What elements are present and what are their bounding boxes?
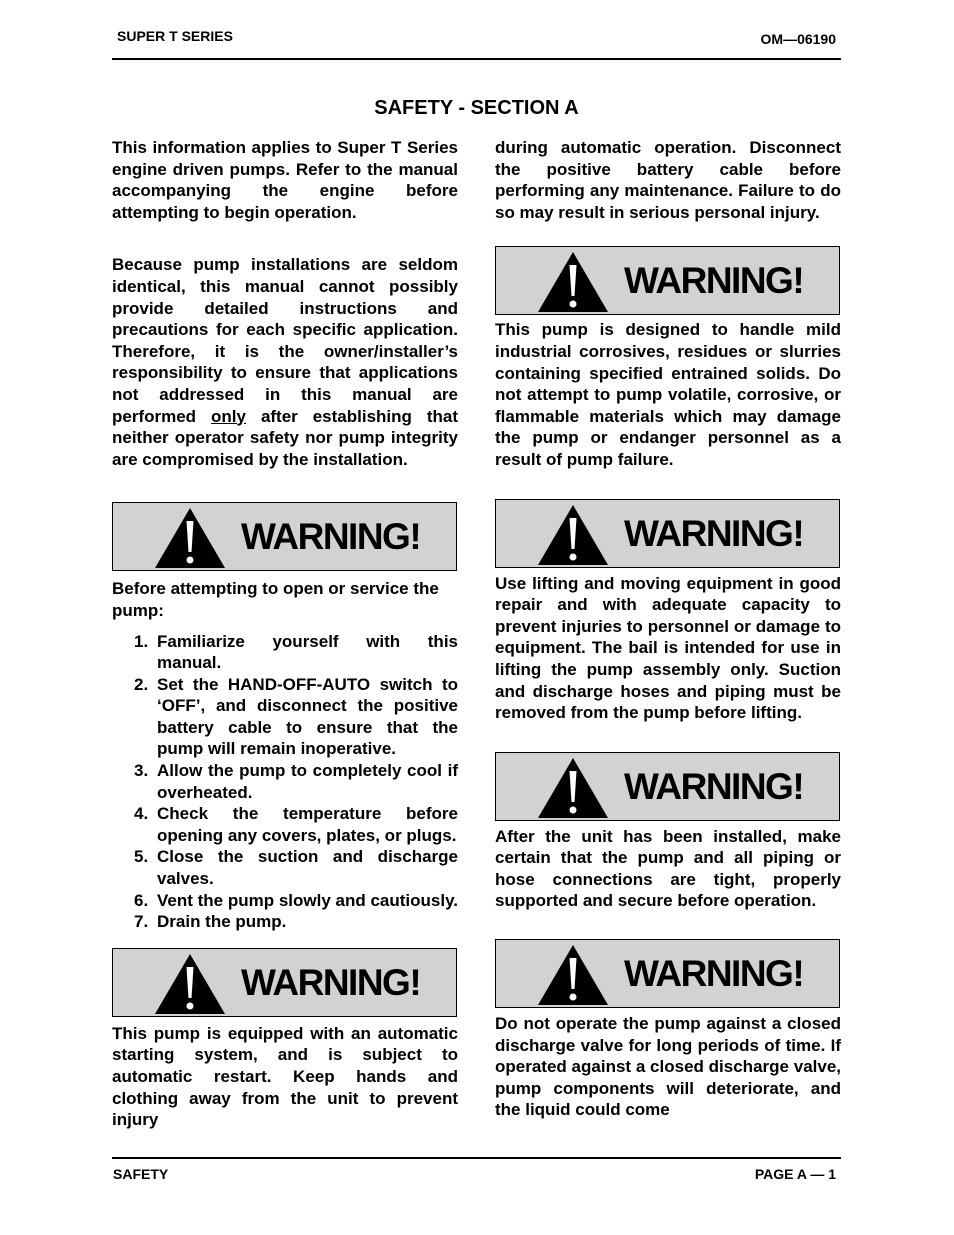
lifting-paragraph: Use lifting and moving equipment in good repair and with adequate capacity to prevent injuries to personnel or damage to equipment. The bail is intended for use in lifting the pump assembly only. Suction and discharge hoses and piping must be removed from the pump before lifting.: [495, 573, 841, 723]
header-rule: [112, 58, 841, 60]
warning-label: WARNING!: [241, 961, 421, 1003]
installation-text-before: Because pump installations are seldom identical, this manual cannot possibly provide detailed instructions and precautions for each specific application. Therefore, it is the owner/installer’s responsibility to ensure that applications not addressed in this manual are performed: [112, 255, 458, 426]
list-item: [112, 846, 458, 889]
step-text: Set the HAND-OFF-AUTO switch to ‘OFF’, and disconnect the positive battery cable to ensure that the pump will remain inoperative.: [157, 674, 458, 759]
step-number: 1.: [134, 631, 149, 651]
warning-box: [495, 939, 840, 1008]
step-text: Allow the pump to completely cool if overheated.: [157, 761, 458, 802]
step-text: Close the suction and discharge valves.: [157, 847, 458, 889]
step-text: Familiarize yourself with this manual.: [157, 631, 458, 673]
step-text: Vent the pump slowly and cautiously.: [157, 890, 459, 910]
step-number: 7.: [134, 912, 149, 932]
discharge-valve-paragraph: Do not operate the pump against a closed discharge valve for long periods of time. If operated against a closed discharge valve, pump components will deteriorate, and the liquid could come: [495, 1014, 841, 1120]
warning-box: [495, 752, 840, 821]
step-text: Check the temperature before opening any covers, plates, or plugs.: [157, 804, 458, 845]
list-item: [112, 803, 458, 846]
warning-label: WARNING!: [624, 512, 804, 554]
corrosives-paragraph: This pump is designed to handle mild industrial corrosives, residues or slurries containing specified entrained solids. Do not attempt to pump volatile, corrosive, or flammable materials which may damage the pump or endanger personnel as a result of pump failure.: [495, 320, 841, 469]
warning-box: [495, 499, 840, 568]
footer-section: SAFETY: [113, 1166, 169, 1182]
intro-paragraph: This information applies to Super T Series engine driven pumps. Refer to the manual accompanying the engine before attempting to begin operation.: [112, 138, 458, 222]
step-number: 6.: [134, 890, 149, 910]
step-number: 5.: [134, 847, 149, 867]
warning-label: WARNING!: [624, 765, 804, 807]
service-intro: Before attempting to open or service the pump:: [112, 579, 439, 620]
footer-rule: [112, 1157, 841, 1159]
installation-emphasis: only: [211, 406, 246, 426]
installed-paragraph: After the unit has been installed, make certain that the pump and all piping or hose connections are tight, properly supported and secure before operation.: [495, 826, 841, 911]
step-number: 2.: [134, 674, 149, 694]
list-item: [112, 631, 458, 674]
header-series: SUPER T SERIES: [117, 28, 233, 44]
footer-page-number: PAGE A — 1: [754, 1166, 836, 1182]
exclamation-triangle-icon: [536, 756, 610, 820]
list-item: [112, 674, 458, 760]
exclamation-triangle-icon: [536, 250, 610, 314]
warning-label: WARNING!: [624, 260, 804, 302]
step-text: Drain the pump.: [157, 912, 287, 932]
list-item: [112, 760, 458, 803]
warning-label: WARNING!: [241, 516, 421, 558]
warning-box: [495, 246, 840, 315]
right-column: [495, 137, 841, 1121]
list-item: [112, 890, 458, 912]
service-steps-list: [112, 631, 458, 933]
warning-box: [112, 502, 457, 571]
warning-label: WARNING!: [624, 953, 804, 995]
section-title: SAFETY - SECTION A: [374, 97, 579, 119]
warning-box: [112, 948, 457, 1017]
left-column: [112, 137, 458, 1131]
step-number: 4.: [134, 804, 149, 824]
exclamation-triangle-icon: [153, 506, 227, 570]
installation-text-after: after establishing that neither operator safety nor pump integrity are compromised by the installation.: [112, 406, 459, 469]
list-item: [112, 911, 458, 933]
continued-paragraph: during automatic operation. Disconnect the positive battery cable before performing any maintenance. Failure to do so may result in serious personal injury.: [495, 138, 841, 222]
exclamation-triangle-icon: [536, 943, 610, 1007]
exclamation-triangle-icon: [153, 952, 227, 1016]
step-number: 3.: [134, 761, 149, 781]
auto-start-paragraph: This pump is equipped with an automatic starting system, and is subject to automatic restart. Keep hands and clothing away from the unit to prevent injury: [112, 1023, 458, 1130]
installation-paragraph: [112, 254, 458, 470]
header-doc-number: OM—06190: [760, 31, 836, 47]
exclamation-triangle-icon: [536, 503, 610, 567]
